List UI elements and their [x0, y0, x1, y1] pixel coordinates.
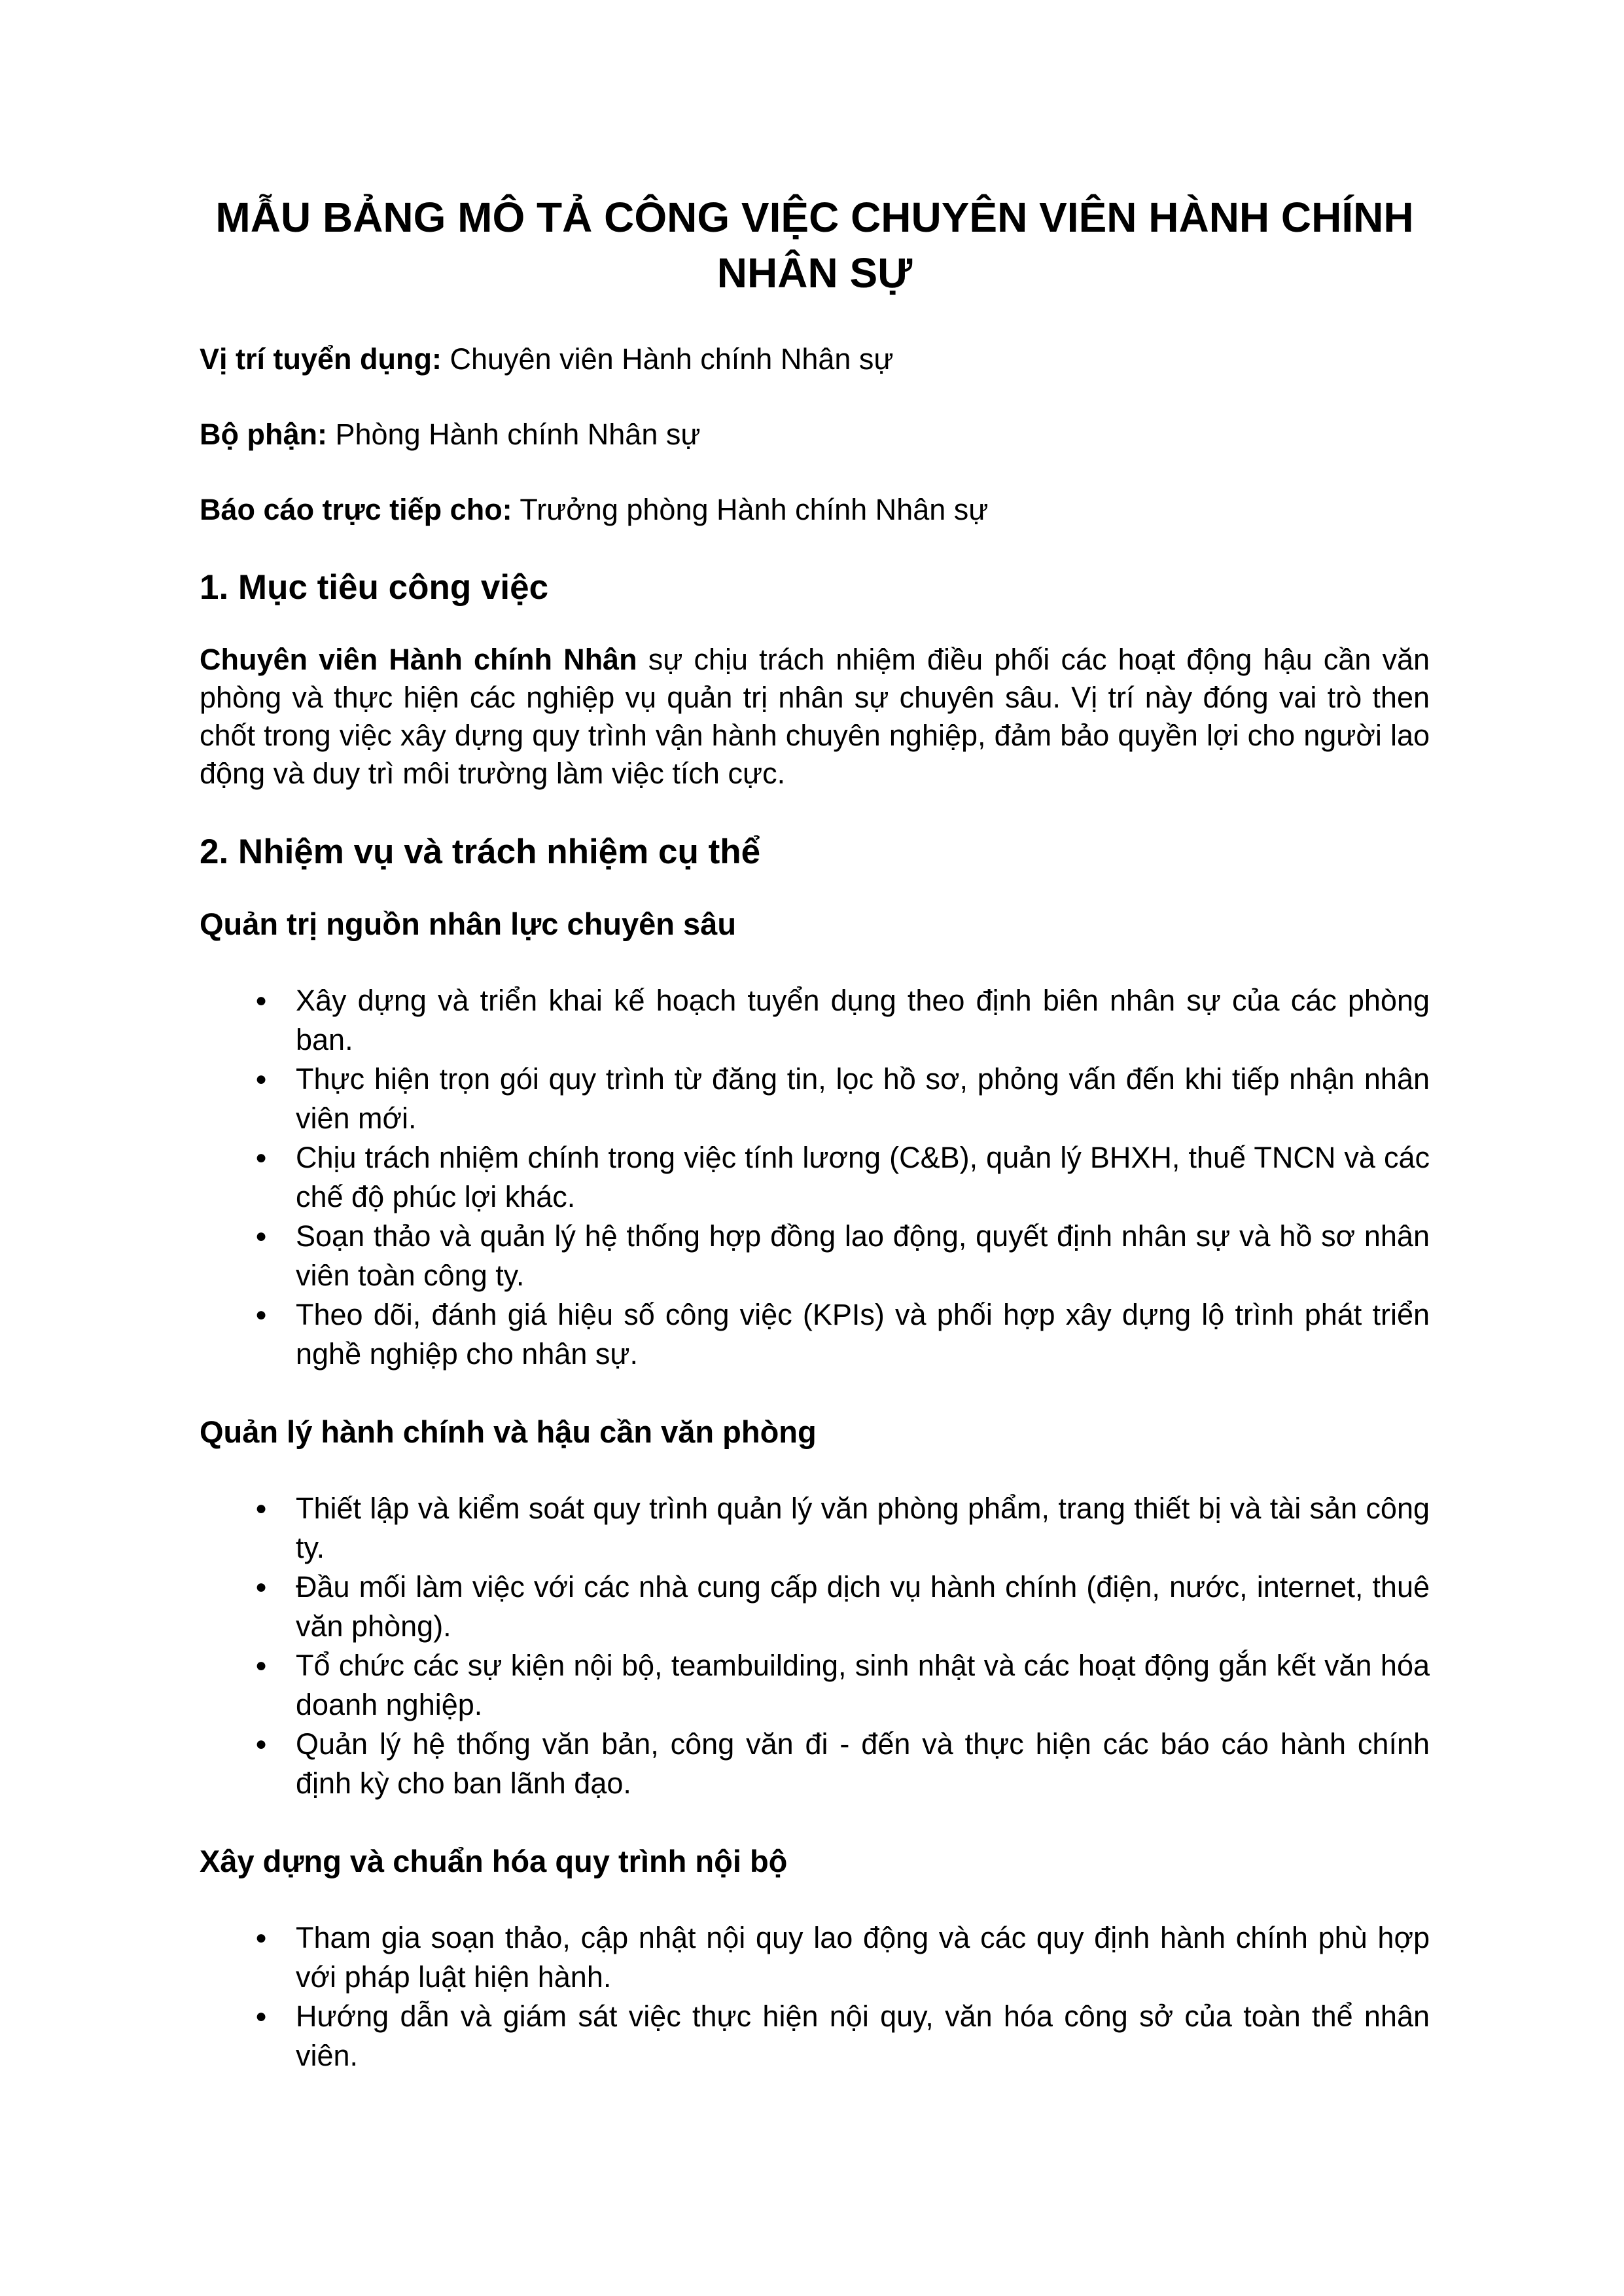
- meta-value: Trưởng phòng Hành chính Nhân sự: [520, 493, 989, 526]
- list-item: [255, 1060, 1430, 1138]
- list-item: [255, 1295, 1430, 1374]
- bullet-icon: ●: [255, 1733, 268, 1755]
- hr-management-list: [200, 981, 1430, 1374]
- list-item-text: Tham gia soạn thảo, cập nhật nội quy lao động và các quy định hành chính phù hợp với pháp luật hiện hành.: [296, 1921, 1430, 1994]
- bullet-icon: ●: [255, 1927, 268, 1948]
- list-item-text: Hướng dẫn và giám sát việc thực hiện nội quy, văn hóa công sở của toàn thể nhân viên.: [296, 2000, 1430, 2072]
- list-item-text: Đầu mối làm việc với các nhà cung cấp dịch vụ hành chính (điện, nước, internet, thuê văn phòng).: [296, 1570, 1430, 1643]
- admin-logistics-list: [200, 1489, 1430, 1803]
- list-item-text: Thiết lập và kiểm soát quy trình quản lý văn phòng phẩm, trang thiết bị và tài sản công ty.: [296, 1492, 1430, 1564]
- bullet-icon: ●: [255, 990, 268, 1011]
- section-objective-heading: 1. Mục tiêu công việc: [200, 568, 549, 607]
- list-item: [255, 1725, 1430, 1803]
- list-item-text: Theo dõi, đánh giá hiệu số công việc (KPIs) và phối hợp xây dựng lộ trình phát triển nghề nghiệp cho nhân sự.: [296, 1298, 1430, 1371]
- bullet-icon: ●: [255, 1576, 268, 1598]
- bullet-icon: ●: [255, 1147, 268, 1168]
- list-item: [255, 1489, 1430, 1568]
- bullet-icon: ●: [255, 2005, 268, 2027]
- meta-department: [200, 416, 1430, 454]
- meta-label: Vị trí tuyển dụng:: [200, 342, 442, 376]
- meta-label: Bộ phận:: [200, 418, 327, 451]
- meta-reports-to: [200, 491, 1430, 529]
- bullet-icon: ●: [255, 1068, 268, 1090]
- list-item-text: Chịu trách nhiệm chính trong việc tính lương (C&B), quản lý BHXH, thuế TNCN và các chế độ phúc lợi khác.: [296, 1141, 1430, 1213]
- meta-label: Báo cáo trực tiếp cho:: [200, 493, 512, 526]
- list-item: [255, 1217, 1430, 1295]
- list-item-text: Tổ chức các sự kiện nội bộ, teambuilding, sinh nhật và các hoạt động gắn kết văn hóa doanh nghiệp.: [296, 1649, 1430, 1721]
- list-item: [255, 1138, 1430, 1217]
- list-item-text: Quản lý hệ thống văn bản, công văn đi - đến và thực hiện các báo cáo hành chính định kỳ cho ban lãnh đạo.: [296, 1727, 1430, 1800]
- list-item: [255, 1997, 1430, 2075]
- bullet-icon: ●: [255, 1304, 268, 1325]
- section-duties-heading: 2. Nhiệm vụ và trách nhiệm cụ thể: [200, 833, 761, 871]
- list-item: [255, 1568, 1430, 1646]
- subsection-admin-logistics-title: Quản lý hành chính và hậu cần văn phòng: [200, 1414, 817, 1449]
- list-item-text: Thực hiện trọn gói quy trình từ đăng tin, lọc hồ sơ, phỏng vấn đến khi tiếp nhận nhân viên mới.: [296, 1062, 1430, 1135]
- bullet-icon: ●: [255, 1498, 268, 1519]
- meta-recruitment-position: [200, 340, 1430, 378]
- page-title: MẪU BẢNG MÔ TẢ CÔNG VIỆC CHUYÊN VIÊN HÀNH CHÍNH NHÂN SỰ: [215, 194, 1414, 296]
- bullet-icon: ●: [255, 1655, 268, 1676]
- objective-paragraph: [200, 641, 1430, 793]
- objective-lead-bold: Chuyên viên Hành chính Nhân: [200, 643, 637, 676]
- bullet-icon: ●: [255, 1225, 268, 1247]
- objective-body-text: sự chịu trách nhiệm điều phối các hoạt động hậu cần văn phòng và thực hiện các nghiệp vụ quản trị nhân sự chuyên sâu. Vị trí này đóng vai trò then chốt trong việc xây dựng quy trình vận hành chuyên nghiệp, đảm bảo quyền lợi cho người lao động và duy trì môi trường làm việc tích cực.: [200, 643, 1430, 790]
- process-standardization-list: [200, 1918, 1430, 2075]
- subsection-hr-management-title: Quản trị nguồn nhân lực chuyên sâu: [200, 906, 737, 941]
- meta-value: Chuyên viên Hành chính Nhân sự: [450, 342, 894, 376]
- list-item: [255, 1646, 1430, 1725]
- list-item: [255, 1918, 1430, 1997]
- meta-value: Phòng Hành chính Nhân sự: [335, 418, 701, 451]
- list-item: [255, 981, 1430, 1060]
- list-item-text: Xây dựng và triển khai kế hoạch tuyển dụng theo định biên nhân sự của các phòng ban.: [296, 984, 1430, 1056]
- subsection-process-standardization-title: Xây dựng và chuẩn hóa quy trình nội bộ: [200, 1844, 788, 1878]
- list-item-text: Soạn thảo và quản lý hệ thống hợp đồng lao động, quyết định nhân sự và hồ sơ nhân viên toàn công ty.: [296, 1219, 1430, 1292]
